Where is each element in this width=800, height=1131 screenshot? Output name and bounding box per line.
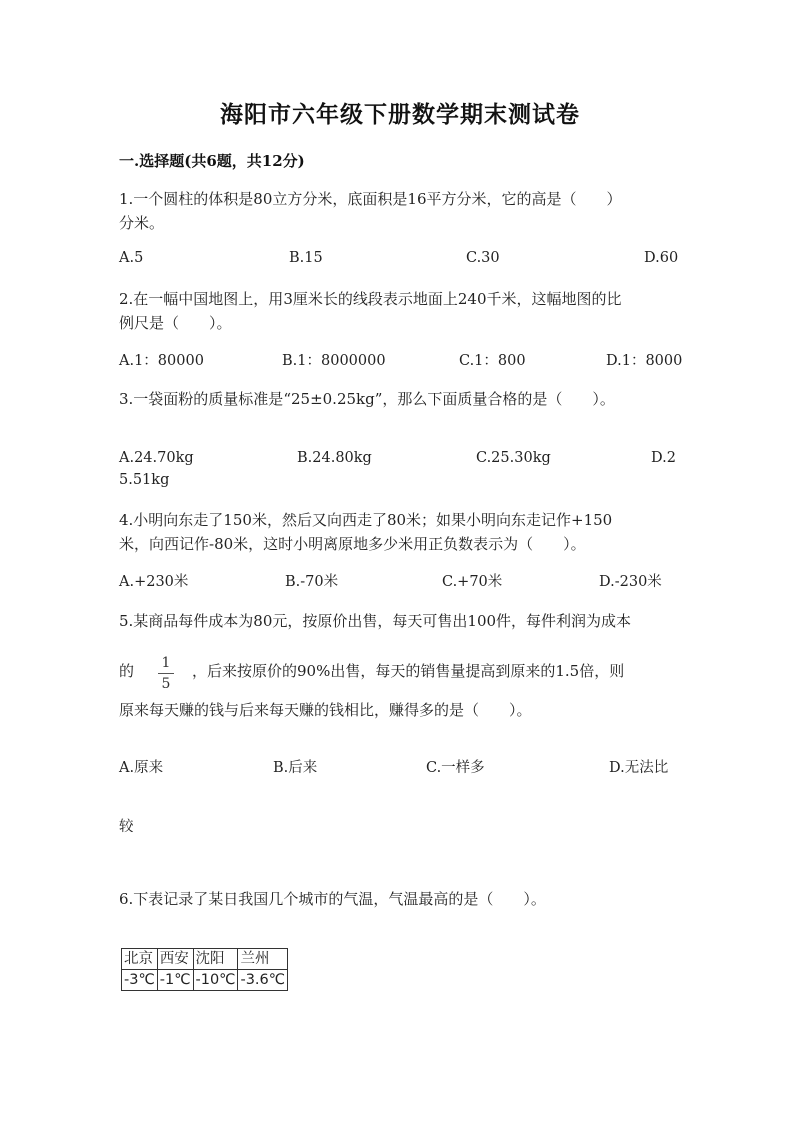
question-4-option-b: B.-70米 [285,574,339,590]
question-4-option-a: A.+230米 [119,574,189,590]
question-5-option-b: B.后来 [273,760,318,776]
table-cell-city: 兰州 [238,949,288,970]
question-4-line-2: 米，向西记作-80米，这时小明离原地多少米用正负数表示为（ ）。 [119,535,586,553]
temperature-table [121,948,288,991]
question-1-option-a: A.5 [119,250,144,266]
page-title: 海阳市六年级下册数学期末测试卷 [220,101,580,128]
fraction-bar [158,673,174,674]
question-3-option-d: D.2 [651,450,676,466]
question-2-option-c: C.1：800 [459,353,526,369]
table-row-temperatures [122,970,288,991]
table-row-cities [122,949,288,970]
question-3-option-c: C.25.30kg [476,450,551,466]
section-heading: 一.选择题(共6题，共12分) [119,152,305,170]
question-5-line-3: 原来每天赚的钱与后来每天赚的钱相比，赚得多的是（ ）。 [119,701,532,719]
question-5-line-2-prefix: 的 [119,662,135,680]
question-3-option-d-wrap: 5.51kg [119,472,170,488]
question-3-line-1: 3.一袋面粉的质量标准是“25±0.25kg”，那么下面质量合格的是（ ）。 [119,390,615,408]
question-2-option-b: B.1：8000000 [282,353,386,369]
question-3-option-b: B.24.80kg [297,450,372,466]
question-4-option-c: C.+70米 [442,574,503,590]
question-4-option-d: D.-230米 [599,574,662,590]
question-2-option-d: D.1：8000 [606,353,683,369]
table-cell-temperature: -1℃ [157,970,193,991]
table-cell-temperature: -10℃ [193,970,238,991]
question-5-option-a: A.原来 [119,760,164,776]
question-2-option-a: A.1：80000 [119,353,204,369]
question-1-option-b: B.15 [289,250,323,266]
question-1-option-d: D.60 [644,250,679,266]
question-2-line-2: 例尺是（ ）。 [119,314,232,332]
question-1-line-2: 分米。 [119,214,165,232]
question-6-line-1: 6.下表记录了某日我国几个城市的气温，气温最高的是（ ）。 [119,890,546,908]
question-1-option-c: C.30 [466,250,500,266]
table-cell-temperature: -3.6℃ [238,970,288,991]
question-3-option-a: A.24.70kg [119,450,194,466]
question-5-option-d-wrap: 较 [119,819,134,835]
question-2-line-1: 2.在一幅中国地图上，用3厘米长的线段表示地面上240千米，这幅地图的比 [119,290,622,308]
fraction-numerator: 1 [161,655,171,671]
fraction-one-fifth [158,655,174,692]
fraction-denominator: 5 [161,676,171,692]
question-5-line-2-suffix: ，后来按原价的90%出售，每天的销售量提高到原来的1.5倍，则 [192,662,625,680]
table-cell-city: 北京 [122,949,158,970]
question-1-line-1: 1.一个圆柱的体积是80立方分米，底面积是16平方分米，它的高是（ ） [119,190,622,208]
table-cell-city: 西安 [157,949,193,970]
table-cell-city: 沈阳 [193,949,238,970]
question-5-option-c: C.一样多 [426,760,485,776]
table-cell-temperature: -3℃ [122,970,158,991]
question-5-line-1: 5.某商品每件成本为80元，按原价出售，每天可售出100件，每件利润为成本 [119,612,632,630]
question-5-option-d: D.无法比 [609,760,669,776]
question-4-line-1: 4.小明向东走了150米，然后又向西走了80米；如果小明向东走记作+150 [119,511,613,529]
